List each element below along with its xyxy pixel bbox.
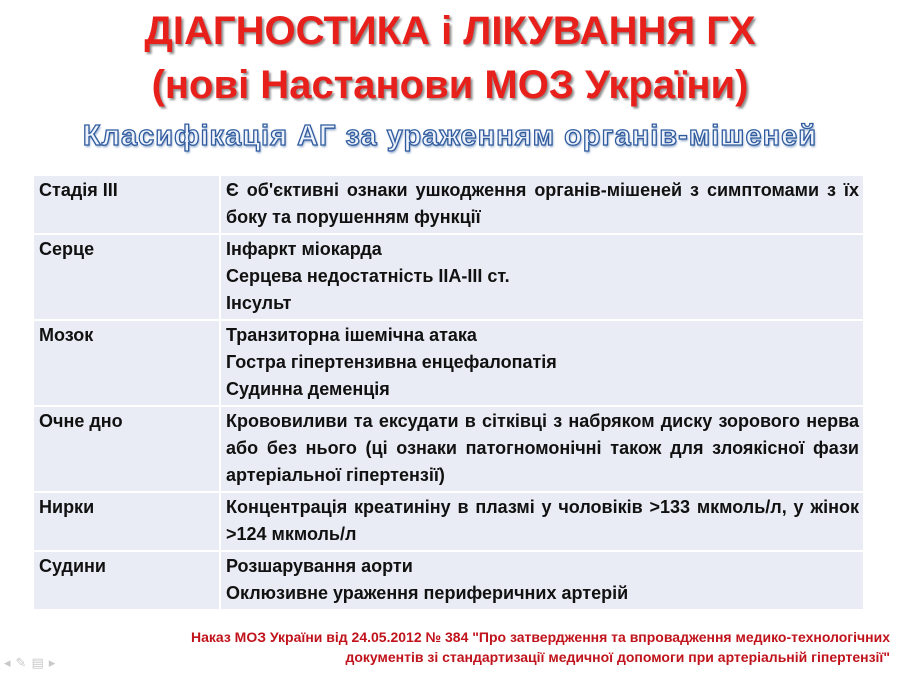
slideshow-nav (4, 655, 55, 671)
row-value-line: Розшарування аорти (226, 556, 413, 576)
slide-title-line2: (нові Настанови МОЗ України) (151, 63, 749, 107)
table-row (33, 551, 864, 610)
table-row (33, 492, 864, 551)
slides-icon[interactable]: ▤ (31, 655, 44, 670)
row-value-line: Гостра гіпертензивна енцефалопатія (226, 352, 557, 372)
row-value-line: Інсульт (226, 293, 292, 313)
table-row (33, 320, 864, 406)
classification-table (32, 174, 865, 611)
row-value-line: Є об'єктивні ознаки ушкодження органів-мішеней з симптомами з їх боку та порушенням функції (226, 180, 859, 227)
slide-title-line1: ДІАГНОСТИКА і ЛІКУВАННЯ ГХ (144, 9, 756, 53)
row-label: Стадія ІІІ (33, 175, 220, 234)
row-value-line: Транзиторна ішемічна атака (226, 325, 477, 345)
footer-line2: документів зі стандартизації медичної допомоги при артеріальній гіпертензії" (345, 649, 890, 665)
row-value-line: Серцева недостатність ІІА-ІІІ ст. (226, 266, 510, 286)
row-value-line: Судинна деменція (226, 379, 390, 399)
row-value (220, 234, 864, 320)
row-value (220, 320, 864, 406)
row-label: Нирки (33, 492, 220, 551)
row-label: Мозок (33, 320, 220, 406)
row-value-line: Крововиливи та ексудати в сітківці з набряком диску зорового нерва або без нього (ці ознаки патогномонічні також для злоякісної фази артеріальної гіпертензії) (226, 411, 859, 485)
slide-subtitle: Класифікація АГ за ураженням органів-мішеней (82, 120, 818, 152)
row-label: Судини (33, 551, 220, 610)
row-label: Серце (33, 234, 220, 320)
row-value (220, 551, 864, 610)
footer-line1: Наказ МОЗ України від 24.05.2012 № 384 "Про затвердження та впровадження медико-технологічних (190, 629, 890, 645)
row-value (220, 175, 864, 234)
arrow-right-icon[interactable]: ▸ (48, 655, 56, 670)
row-value-line: Оклюзивне ураження периферичних артерій (226, 583, 629, 603)
table-row (33, 175, 864, 234)
row-value (220, 406, 864, 492)
table-row (33, 234, 864, 320)
row-value-line: Концентрація креатиніну в плазмі у чоловіків >133 мкмоль/л, у жінок >124 мкмоль/л (226, 497, 859, 544)
row-value-line: Інфаркт міокарда (226, 239, 382, 259)
pen-icon[interactable]: ✎ (15, 655, 27, 670)
footer-citation (80, 627, 890, 667)
table-row (33, 406, 864, 492)
row-label: Очне дно (33, 406, 220, 492)
row-value (220, 492, 864, 551)
arrow-left-icon[interactable]: ◂ (4, 655, 11, 670)
